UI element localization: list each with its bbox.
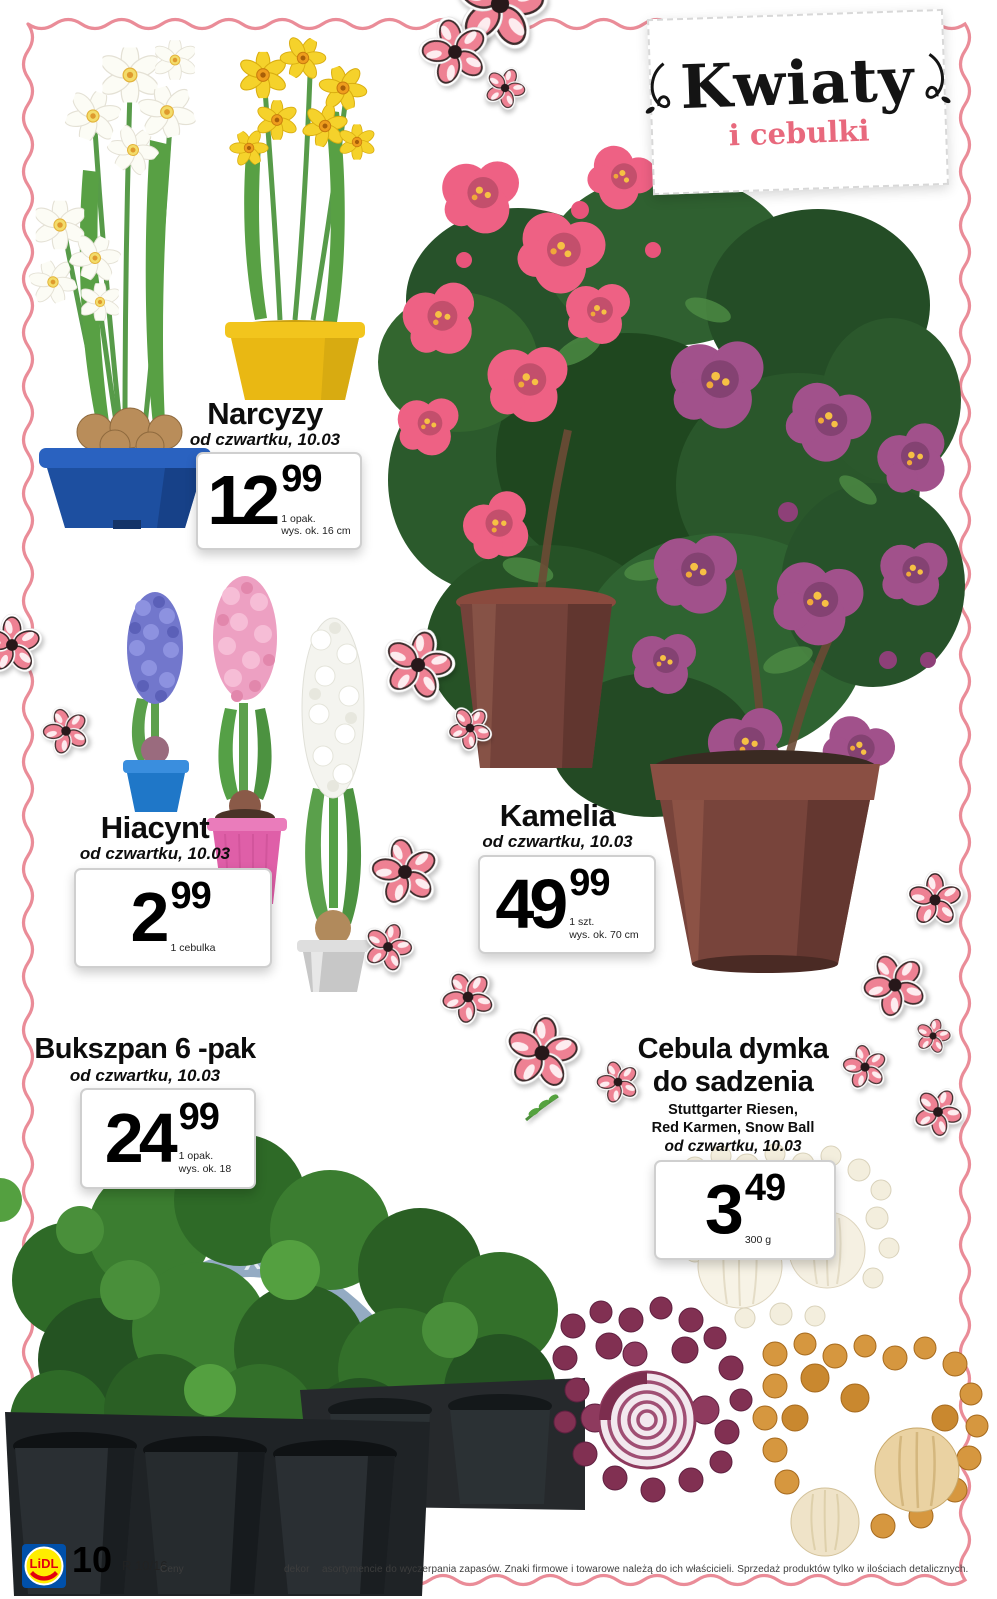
price-decimals: 49 <box>744 1167 786 1209</box>
price-decimals: 99 <box>170 875 211 917</box>
bukszpan-price-tag <box>80 1088 256 1189</box>
price-decimals: 99 <box>569 861 610 904</box>
flower-doodle-icon <box>0 614 43 676</box>
cebula-varieties-line2: Red Karmen, Snow Ball <box>651 1120 815 1136</box>
flourish-right-icon <box>921 50 953 109</box>
narcyzy-price-tag <box>196 452 362 550</box>
bukszpan-availability: od czwartku, 10.03 <box>69 1066 221 1085</box>
bukszpan-title: Bukszpan 6 -pak <box>34 1033 256 1065</box>
legal-text-fragment: dekor <box>284 1564 310 1575</box>
header-badge <box>647 9 949 195</box>
header-subtitle: i cebulki <box>728 113 870 153</box>
edition-code: R 10/16 <box>122 1558 168 1573</box>
flower-doodle-icon <box>363 830 446 913</box>
hiacynt-title: Hiacynt <box>100 810 210 845</box>
legal-text: asortymencie do wyczerpania zapasów. Znaki firmowe i towarowe należą do ich właścicieli. Sprzedaż produktów tylko w ilościach detalicznych. <box>322 1564 969 1575</box>
svg-text:LiDL: LiDL <box>29 1556 59 1571</box>
price-unit: 1 cebulka <box>170 942 216 955</box>
price-decimals: 99 <box>178 1095 219 1138</box>
cebula-price-tag <box>654 1160 836 1260</box>
flower-doodle-icon <box>910 1013 957 1060</box>
price-unit: 1 opak. wys. ok. 18 <box>178 1150 232 1175</box>
cebula-title-line1: Cebula dymka <box>637 1033 829 1065</box>
price-unit: 1 opak. wys. ok. 16 cm <box>281 512 351 538</box>
kamelia-availability: od czwartku, 10.03 <box>482 832 633 851</box>
cebula-availability: od czwartku, 10.03 <box>664 1138 802 1155</box>
price-decimals: 99 <box>281 458 322 500</box>
flower-doodle-icon <box>498 1009 586 1097</box>
price-integer: 24 <box>104 1098 173 1177</box>
cebula-title-line2: do sadzenia <box>652 1066 814 1098</box>
price-unit: 1 szt. wys. ok. 70 cm <box>569 916 639 941</box>
header-title: Kwiaty <box>679 44 916 124</box>
page-number: 10 <box>72 1539 113 1580</box>
legal-text-fragment: Ceny <box>160 1564 184 1575</box>
flower-doodle-icon <box>906 871 964 929</box>
camellia-photo <box>368 100 968 980</box>
price-integer: 49 <box>495 864 564 943</box>
price-integer: 2 <box>130 878 165 957</box>
price-integer: 3 <box>704 1170 739 1249</box>
flourish-left-icon <box>641 59 673 118</box>
kamelia-price-tag <box>478 855 656 954</box>
header-title-row <box>641 44 953 124</box>
narcyzy-availability: od czwartku, 10.03 <box>189 430 341 449</box>
cebula-varieties-line1: Stuttgarter Riesen, <box>668 1102 798 1118</box>
narcyzy-title: Narcyzy <box>207 396 323 431</box>
price-integer: 12 <box>207 461 276 540</box>
hiacynt-availability: od czwartku, 10.03 <box>79 844 231 863</box>
price-unit: 300 g <box>744 1234 772 1247</box>
hiacynt-price-tag <box>74 868 272 968</box>
leaf-sprig-icon <box>520 1090 564 1124</box>
lidl-logo <box>22 1544 66 1588</box>
kamelia-title: Kamelia <box>499 798 616 833</box>
